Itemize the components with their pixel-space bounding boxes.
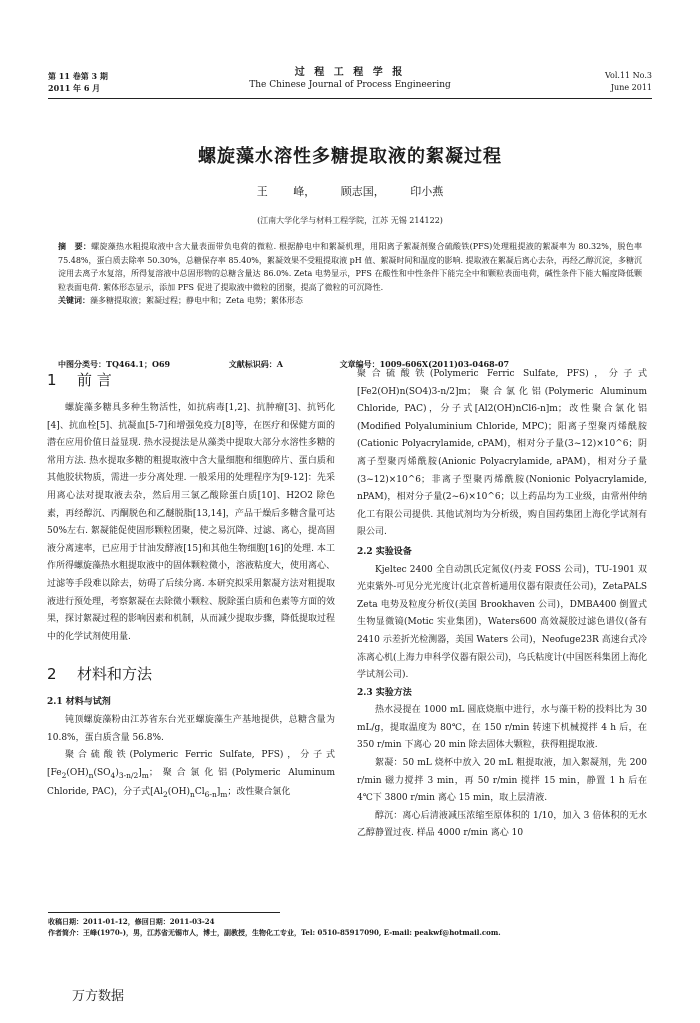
- intro-paragraph: 螺旋藻多糖具多种生物活性，如抗病毒[1,2]、抗肿瘤[3]、抗钙化[4]、抗血栓[5]、抗凝血[5-7]和增强免疫力[8]等，在医疗和保健方面的潜在应用价值日益显现. 热水浸提法是从藻类中提取大部分水溶性多糖的常用方法. 热水提取多糖的粗提取液中含大量细胞和细胞碎片、蛋白质和其他胶状物质，需进一步分离处理. 一般采用的处理程序为[9-12]：先采用离心法对提取液去杂，然后用三氯乙酸除蛋白质[10]、H2O2 除色素，再经醇沉、丙酮脱色和乙醚脱脂[13,14]，产品干燥后多糖含量可达 50%左右. 絮凝能促使固形颗粒团聚，使之易沉降、过滤、离心，提高固液分离速率，已应用于甘油发酵液[15]和其他生物细胞[16]的处理. 本工作所得螺旋藻热水粗提取液中的固体颗粒微小，溶液粘度大，使用离心、过滤等手段难以除去，妨碍了后续分离. 本研究拟采用絮凝方法对粗提取液进行预处理，考察絮凝在去除微小颗粒、脱除蛋白质和色素等方面的效果，探讨絮凝过程的影响因素和机制，从而减少提取步骤，降低提取过程中的化学试剂使用量.: [47, 403, 336, 642]
- section-2-heading: [47, 662, 335, 686]
- section-number: 2: [47, 665, 57, 684]
- section-title: 前 言: [77, 371, 112, 389]
- footnote: [48, 916, 652, 938]
- subsection-2-3: 2.3 实验方法: [357, 687, 412, 698]
- right-column: [357, 366, 647, 843]
- received-dates: 收稿日期：2011-01-12，修回日期：2011-03-24: [48, 917, 215, 926]
- clc-number: 中图分类号：TQ464.1；O69: [58, 359, 171, 369]
- abstract-text: 螺旋藻热水粗提取液中含大量表面带负电荷的微粒. 根据静电中和絮凝机理，用阳离子絮凝剂聚合硫酸铁(PFS)处理粗提液的絮凝率为 80.32%，脱色率 75.48%，蛋白质去除率 50.30%，总糖保存率 85.40%，絮凝效果不受粗提取液 pH 值、絮凝时间和温度的影响. 提取液在絮凝后离心去杂，再经乙醇沉淀，多糖沉淀用去离子水复溶，所得复溶液中总固形物的总糖含量达 86.0%. Zeta 电势显示，PFS 在酸性和中性条件下能完全中和颗粒表面电荷，碱性条件下能大幅度降低颗粒表面电荷. 絮体形态显示，添加 PFS 促进了提取液中微粒的团聚，提高了微粒的可沉降性.: [58, 242, 642, 292]
- paper-title: 螺旋藻水溶性多糖提取液的絮凝过程: [198, 146, 502, 167]
- running-header: [48, 66, 652, 99]
- volume-cn: 第 11 卷第 3 期: [48, 71, 108, 81]
- flocculation-paragraph: 絮凝：50 mL 烧杯中放入 20 mL 粗提取液，加入絮凝剂，先 200 r/min 磁力搅拌 3 min，再 50 r/min 搅拌 15 min，静置 1 h 后在 4℃下 3800 r/min 离心 15 min，取上层清液.: [357, 758, 647, 804]
- equipment-paragraph: Kjeltec 2400 全自动凯氏定氮仪(丹麦 FOSS 公司)，TU-1901 双光束紫外-可见分光光度计(北京普析通用仪器有限责任公司)，ZetaPALS Zeta 电势及粒度分析仪(美国 Brookhaven 公司)，DMBA400 倒置式生物显微镜(Motic 实业集团)，Waters600 高效凝胶过滤色谱仪(备有 2410 示差折光检测器，美国 Waters 公司)，Neofuge23R 高速台式冷冻离心机(上海力申科学仪器有限公司)，乌氏粘度计(中国医科集团上海化学试剂公司).: [357, 564, 647, 681]
- document-code: 文献标识码：A: [228, 359, 284, 369]
- section-number: 1: [47, 371, 57, 389]
- affiliation: (江南大学化学与材料工程学院，江苏 无锡 214122): [257, 216, 443, 225]
- author-list: 王 峰， 顾志国， 印小燕: [256, 185, 444, 198]
- footnote-rule: [48, 912, 280, 913]
- alcohol-precipitation-paragraph: 醇沉：离心后清液减压浓缩至原体积的 1/10，加入 3 倍体积的无水乙醇静置过夜. 样品 4000 r/min 离心 10: [357, 810, 647, 839]
- reagents-paragraph: 聚合硫酸铁(Polymeric Ferric Sulfate, PFS)，分子式[Fe2(OH)n(SO4)3-n/2]m；聚合氯化铝(Polymeric Aluminum Chloride, PAC)，分子式[Al2(OH)nCl6-n]m；改性聚合氯化铝(Modified Polyaluminium Chloride, MPC)；阳离子型聚丙烯酰胺(Cationic Polyacrylamide, cPAM)，相对分子量(3~12)×10^6；阴离子型聚丙烯酰胺(Anionic Polyacrylamide, aPAM)，相对分子量(3~12)×10^6；非离子型聚丙烯酰胺(Nonionic Polyacrylamide, nPAM)，相对分子量(2~6)×10^6；以上药品均为工业级，由常州仲纳化工有限公司提供. 其他试剂均为分析级，购自国药集团上海化学试剂有限公司.: [357, 369, 647, 538]
- header-right: [605, 70, 652, 94]
- section-title: 材料和方法: [77, 665, 153, 684]
- abstract: [58, 240, 642, 308]
- subsection-2-1: 2.1 材料与试剂: [47, 697, 111, 708]
- materials-paragraph: 钝顶螺旋藻粉由江苏省东台光亚螺旋藻生产基地提供，总糖含量为 10.8%，蛋白质含量 56.8%.: [47, 714, 335, 743]
- wanfang-watermark: 万方数据: [72, 989, 125, 1004]
- subsection-2-2: 2.2 实验设备: [357, 546, 412, 557]
- section-1-heading: [47, 368, 335, 392]
- date-en: June 2011: [610, 83, 652, 92]
- journal-name-en: The Chinese Journal of Process Engineering: [249, 80, 451, 90]
- header-center: [48, 66, 652, 92]
- abstract-label: 摘 要：: [58, 241, 92, 251]
- author-bio: 作者简介：王峰(1970-)，男，江苏省无锡市人，博士，副教授，生物化工专业，Tel: 0510-85917090, E-mail: peakwf@hotmail.com.: [48, 928, 501, 937]
- journal-name-cn: 过 程 工 程 学 报: [294, 67, 406, 78]
- volume-en: Vol.11 No.3: [605, 71, 652, 80]
- article-number: 文章编号：1009-606X(2011)03-0468-07: [339, 359, 510, 369]
- extraction-paragraph: 热水浸提在 1000 mL 圆底烧瓶中进行，水与藻干粉的投料比为 30 mL/g，提取温度为 80℃，在 150 r/min 转速下机械搅拌 4 h 后，在 350 r/min 下离心 20 min 除去固体大颗粒，获得粗提取液.: [357, 705, 647, 751]
- keywords-text: 藻多糖提取液；絮凝过程；静电中和；Zeta 电势；絮体形态: [90, 296, 303, 305]
- date-cn: 2011 年 6 月: [48, 83, 101, 93]
- keywords-label: 关键词：: [58, 295, 90, 305]
- reagents-paragraph-start: 聚合硫酸铁(Polymeric Ferric Sulfate, PFS)，分子式$[Fe_2(OH)_n(SO_4)_{3-n/2}]_m$；聚合氯化铝(Polymeric Aluminum Chloride, PAC)，分子式$[Al_2(OH)_nCl_{6-n}]_m$；改性聚合氯化: [47, 750, 335, 799]
- left-column: [47, 366, 335, 799]
